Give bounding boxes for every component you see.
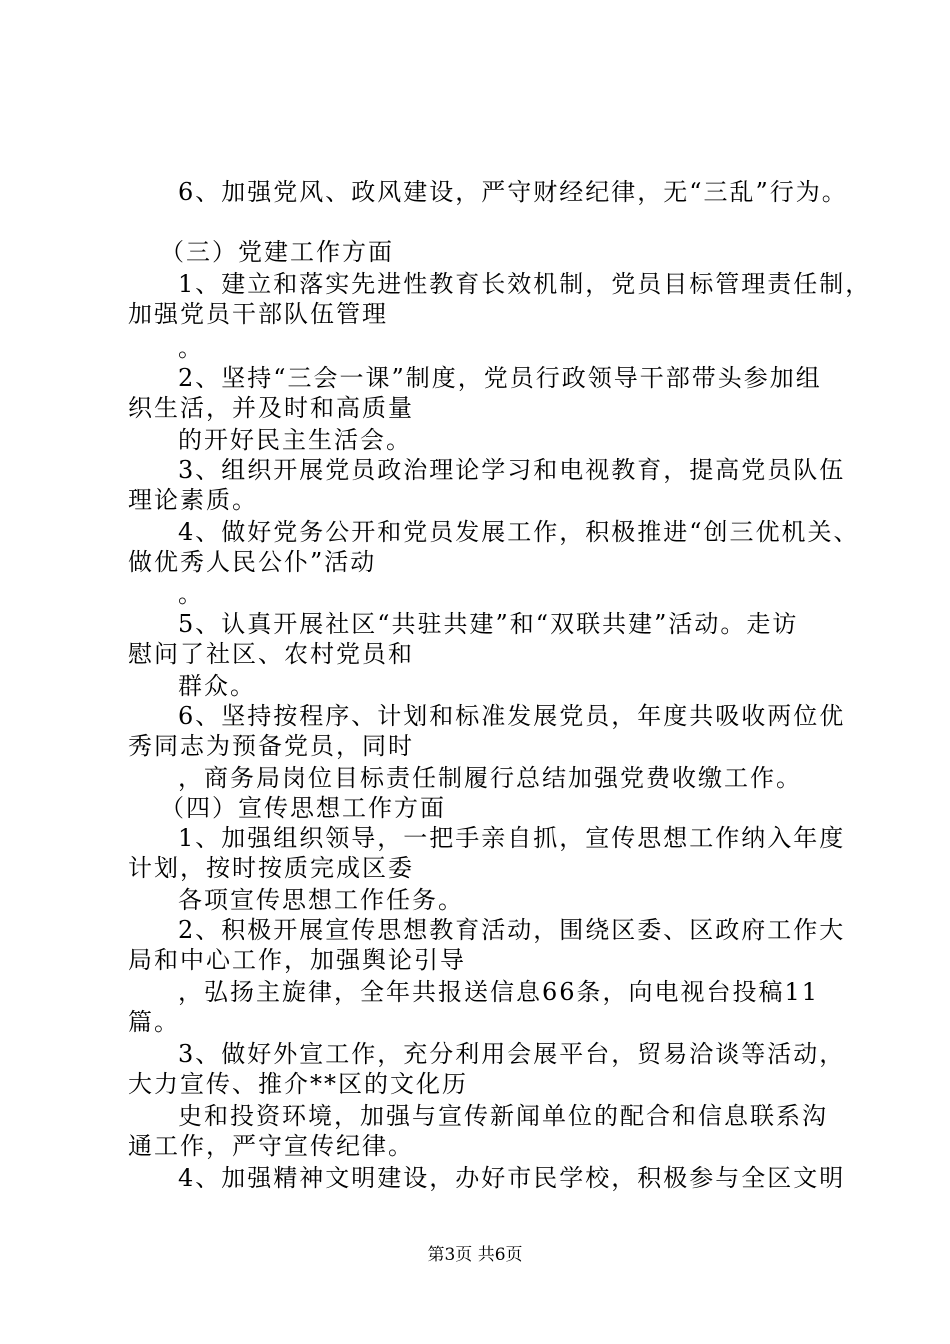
text-line: 2、积极开展宣传思想教育活动，围绕区委、区政府工作大 xyxy=(178,916,846,944)
section-heading: （三）党建工作方面 xyxy=(160,238,394,266)
text-line: 局和中心工作，加强舆论引导 xyxy=(128,946,466,974)
text-line: 慰问了社区、农村党员和 xyxy=(128,640,414,668)
text-line: 6、加强党风、政风建设，严守财经纪律，无“三乱”行为。 xyxy=(178,178,848,206)
text-line: 的开好民主生活会。 xyxy=(178,426,412,454)
text-line: ，商务局岗位目标责任制履行总结加强党费收缴工作。 xyxy=(178,764,802,792)
text-line: 做优秀人民公仆”活动 xyxy=(128,548,377,576)
text-line: 5、认真开展社区“共驻共建”和“双联共建”活动。走访 xyxy=(178,610,799,638)
text-line: 秀同志为预备党员，同时 xyxy=(128,732,414,760)
text-line: 3、组织开展党员政治理论学习和电视教育，提高党员队伍 xyxy=(178,456,846,484)
text-line: 。 xyxy=(178,334,204,362)
text-line: 群众。 xyxy=(178,672,256,700)
text-line: 1、加强组织领导，一把手亲自抓，宣传思想工作纳入年度 xyxy=(178,824,846,852)
text-line: 大力宣传、推介**区的文化历 xyxy=(128,1070,468,1098)
text-line: 3、做好外宣工作，充分利用会展平台，贸易洽谈等活动， xyxy=(178,1040,846,1068)
text-line: 6、坚持按程序、计划和标准发展党员，年度共吸收两位优 xyxy=(178,702,846,730)
text-line: 2、坚持“三会一课”制度，党员行政领导干部带头参加组 xyxy=(178,364,822,392)
text-line: 理论素质。 xyxy=(128,486,258,514)
text-line: 4、加强精神文明建设，办好市民学校，积极参与全区文明 xyxy=(178,1164,846,1192)
page-footer: 第3页 共6页 xyxy=(427,1245,523,1265)
section-heading: （四）宣传思想工作方面 xyxy=(160,794,446,822)
text-line: 加强党员干部队伍管理 xyxy=(128,300,388,328)
text-line: ，弘扬主旋律，全年共报送信息66条，向电视台投稿11 xyxy=(178,978,820,1006)
text-line: 各项宣传思想工作任务。 xyxy=(178,886,464,914)
text-line: 篇。 xyxy=(128,1008,180,1036)
text-line: 。 xyxy=(178,580,204,608)
text-line: 4、做好党务公开和党员发展工作，积极推进“创三优机关、 xyxy=(178,518,860,546)
text-line: 计划，按时按质完成区委 xyxy=(128,854,414,882)
text-line: 织生活，并及时和高质量 xyxy=(128,394,414,422)
text-line: 史和投资环境，加强与宣传新闻单位的配合和信息联系沟 xyxy=(178,1102,828,1130)
text-line: 1、建立和落实先进性教育长效机制，党员目标管理责任制， xyxy=(178,270,872,298)
text-line: 通工作，严守宣传纪律。 xyxy=(128,1132,414,1160)
